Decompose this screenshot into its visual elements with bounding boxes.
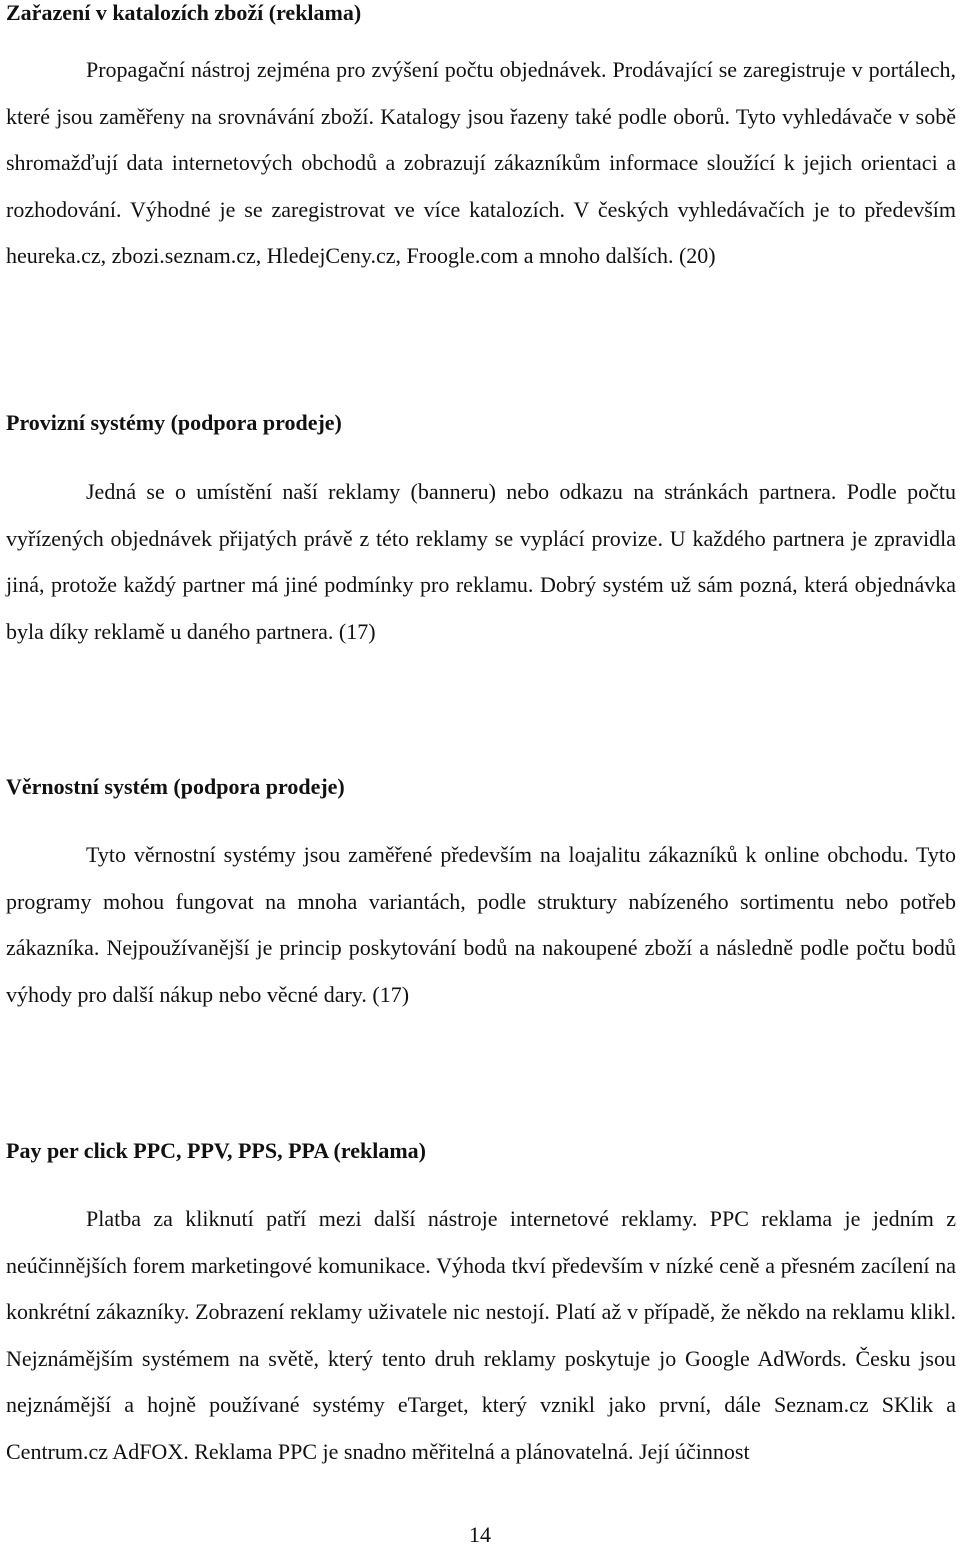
section-heading: Pay per click PPC, PPV, PPS, PPA (reklama) xyxy=(6,1138,426,1163)
section-heading: Provizní systémy (podpora prodeje) xyxy=(6,410,342,435)
section-commission-systems xyxy=(6,410,956,655)
section-catalogs xyxy=(6,0,956,280)
section-paragraph: Platba za kliknutí patří mezi další nástroje internetové reklamy. PPC reklama je jedním z neúčinnějších forem marketingové komunikace. Výhoda tkví především v nízké ceně a přesném zacílení na konkrétní zákazníky. Zobrazení reklamy uživatele nic nestojí. Platí až v případě, že někdo na reklamu klikl. Nejznámějším systémem na světě, který tento druh reklamy poskytuje jo Google AdWords. Česku jsou nejznámější a hojně používané systémy eTarget, který vznikl jako první, dále Seznam.cz SKlik a Centrum.cz AdFOX. Reklama PPC je snadno měřitelná a plánovatelná. Její účinnost xyxy=(6,1206,956,1464)
section-heading: Věrnostní systém (podpora prodeje) xyxy=(6,774,345,799)
page-number: 14 xyxy=(469,1522,491,1547)
section-paragraph: Propagační nástroj zejména pro zvýšení počtu objednávek. Prodávající se zaregistruje v portálech, které jsou zaměřeny na srovnávání zboží. Katalogy jsou řazeny také podle oborů. Tyto vyhledávače v sobě shromažďují data internetových obchodů a zobrazují zákazníkům informace sloužící k jejich orientaci a rozhodování. Výhodné je se zaregistrovat ve více katalozích. V českých vyhledávačích je to především heureka.cz, zbozi.seznam.cz, HledejCeny.cz, Froogle.com a mnoho dalších. (20) xyxy=(6,57,956,268)
section-loyalty-system xyxy=(6,774,956,1018)
section-pay-per-click xyxy=(6,1138,956,1475)
section-paragraph: Jedná se o umístění naší reklamy (banneru) nebo odkazu na stránkách partnera. Podle počtu vyřízených objednávek přijatých právě z této reklamy se vyplácí provize. U každého partnera je zpravidla jiná, protože každý partner má jiné podmínky pro reklamu. Dobrý systém už sám pozná, která objednávka byla díky reklamě u daného partnera. (17) xyxy=(6,479,956,644)
section-paragraph: Tyto věrnostní systémy jsou zaměřené především na loajalitu zákazníků k online obchodu. Tyto programy mohou fungovat na mnoha variantách, podle struktury nabízeného sortimentu nebo potřeb zákazníka. Nejpoužívanější je princip poskytování bodů na nakoupené zboží a následně podle počtu bodů výhody pro další nákup nebo věcné dary. (17) xyxy=(6,842,956,1007)
section-heading: Zařazení v katalozích zboží (reklama) xyxy=(6,0,362,25)
